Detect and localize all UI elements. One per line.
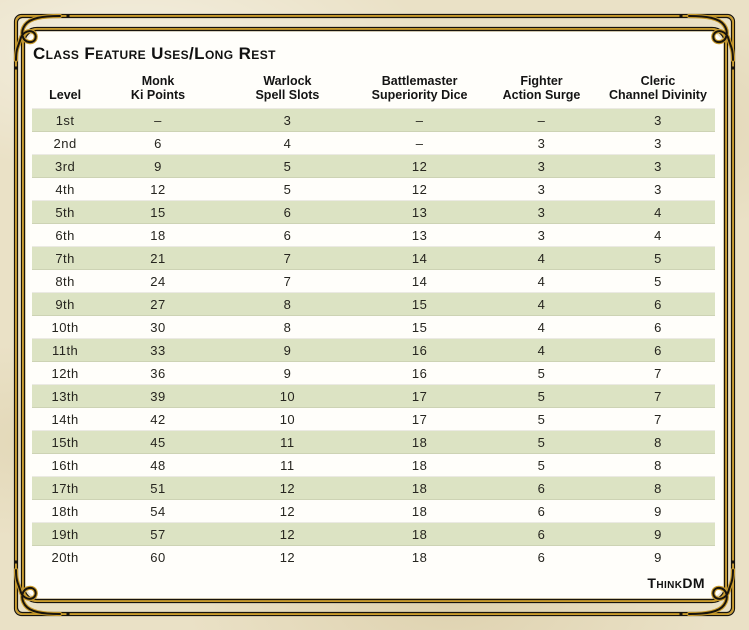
cell-value: 3 bbox=[283, 112, 292, 128]
cell-level: 20th bbox=[51, 549, 79, 565]
cell-value: 33 bbox=[150, 342, 166, 358]
cell-value: 9 bbox=[283, 365, 292, 381]
cell-value: 8 bbox=[654, 457, 662, 473]
cell-value: 5 bbox=[654, 250, 662, 266]
cell-value: 4 bbox=[537, 342, 546, 358]
cell-level: 8th bbox=[55, 273, 75, 289]
cell-value: 18 bbox=[411, 503, 428, 519]
cell-value: 4 bbox=[283, 135, 292, 151]
col-header-line2: Ki Points bbox=[130, 88, 186, 102]
cell-level: 13th bbox=[51, 388, 79, 404]
cell-value: 10 bbox=[279, 411, 296, 427]
cell-value: 6 bbox=[654, 319, 662, 335]
cell-value: 3 bbox=[654, 112, 662, 128]
cell-value: 6 bbox=[283, 227, 292, 243]
col-header-line1: Battlemaster bbox=[381, 74, 458, 88]
cell-value: 21 bbox=[150, 250, 166, 266]
cell-value: 18 bbox=[411, 434, 428, 450]
cell-value: 15 bbox=[411, 319, 428, 335]
cell-value: 3 bbox=[537, 158, 546, 174]
table-row bbox=[32, 339, 715, 362]
cell-level: 12th bbox=[51, 365, 79, 381]
table-row bbox=[32, 224, 715, 247]
cell-value: 11 bbox=[280, 434, 295, 450]
cell-value: 12 bbox=[279, 549, 296, 565]
cell-value: – bbox=[154, 112, 162, 128]
cell-value: 9 bbox=[154, 158, 162, 174]
col-header-level bbox=[32, 68, 98, 109]
cell-value: 9 bbox=[654, 549, 662, 565]
cell-value: 6 bbox=[537, 503, 546, 519]
cell-value: 7 bbox=[283, 273, 292, 289]
cell-value: 14 bbox=[411, 273, 428, 289]
cell-value: 6 bbox=[654, 296, 662, 312]
cell-level: 18th bbox=[51, 503, 79, 519]
cell-value: 8 bbox=[283, 296, 292, 312]
col-header-line1: Monk bbox=[141, 74, 175, 88]
cell-value: 4 bbox=[654, 204, 662, 220]
cell-value: 12 bbox=[279, 480, 296, 496]
table-header bbox=[32, 68, 715, 109]
col-header-cleric-channel-divinity bbox=[601, 68, 715, 109]
cell-value: 7 bbox=[283, 250, 292, 266]
cell-value: 6 bbox=[654, 342, 662, 358]
cell-value: 18 bbox=[150, 227, 166, 243]
cell-value: 17 bbox=[411, 388, 428, 404]
cell-value: 5 bbox=[537, 457, 546, 473]
table-row bbox=[32, 155, 715, 178]
cell-value: 13 bbox=[411, 227, 428, 243]
cell-value: 36 bbox=[150, 365, 166, 381]
cell-value: 57 bbox=[150, 526, 166, 542]
cell-value: 7 bbox=[654, 411, 662, 427]
cell-value: 12 bbox=[279, 526, 296, 542]
table-row bbox=[32, 408, 715, 431]
cell-value: 9 bbox=[654, 503, 662, 519]
table-row bbox=[32, 385, 715, 408]
cell-level: 15th bbox=[51, 434, 79, 450]
cell-level: 5th bbox=[55, 204, 75, 220]
table-row bbox=[32, 523, 715, 546]
cell-value: 18 bbox=[411, 480, 428, 496]
cell-level: 1st bbox=[55, 112, 75, 128]
cell-level: 14th bbox=[51, 411, 79, 427]
cell-value: 42 bbox=[150, 411, 166, 427]
cell-level: 3rd bbox=[54, 158, 76, 174]
cell-value: – bbox=[415, 135, 424, 151]
table-row bbox=[32, 201, 715, 224]
cell-value: 30 bbox=[150, 319, 166, 335]
cell-value: 45 bbox=[150, 434, 166, 450]
cell-value: 24 bbox=[150, 273, 166, 289]
cell-value: 16 bbox=[411, 365, 428, 381]
cell-value: 27 bbox=[150, 296, 166, 312]
col-header-battlemaster-superiority-dice bbox=[357, 68, 482, 109]
cell-value: 12 bbox=[411, 181, 428, 197]
cell-value: 3 bbox=[537, 181, 546, 197]
cell-value: 18 bbox=[411, 526, 428, 542]
cell-value: 5 bbox=[537, 411, 546, 427]
cell-value: 54 bbox=[150, 503, 166, 519]
cell-value: 11 bbox=[280, 457, 295, 473]
cell-value: 15 bbox=[150, 204, 166, 220]
cell-value: 13 bbox=[411, 204, 428, 220]
cell-value: 8 bbox=[654, 480, 662, 496]
cell-value: 3 bbox=[654, 135, 662, 151]
cell-value: 14 bbox=[411, 250, 428, 266]
cell-level: 2nd bbox=[53, 135, 77, 151]
col-header-line2: Superiority Dice bbox=[371, 88, 468, 102]
cell-value: 12 bbox=[411, 158, 428, 174]
cell-value: 4 bbox=[537, 250, 546, 266]
cell-level: 4th bbox=[55, 181, 75, 197]
cell-value: 12 bbox=[150, 181, 166, 197]
cell-value: 3 bbox=[537, 204, 546, 220]
cell-value: 3 bbox=[537, 135, 546, 151]
table-body bbox=[32, 109, 715, 569]
cell-value: 39 bbox=[150, 388, 166, 404]
table-row bbox=[32, 293, 715, 316]
col-header-line2: Channel Divinity bbox=[608, 88, 707, 102]
cell-value: 7 bbox=[654, 388, 662, 404]
cell-level: 6th bbox=[55, 227, 75, 243]
table-row bbox=[32, 247, 715, 270]
table-row bbox=[32, 500, 715, 523]
cell-level: 19th bbox=[51, 526, 79, 542]
cell-level: 17th bbox=[51, 480, 79, 496]
cell-level: 10th bbox=[51, 319, 79, 335]
cell-value: 8 bbox=[654, 434, 662, 450]
table-row bbox=[32, 316, 715, 339]
cell-value: 4 bbox=[537, 296, 546, 312]
table-row bbox=[32, 362, 715, 385]
cell-level: 7th bbox=[55, 250, 75, 266]
cell-value: 4 bbox=[537, 319, 546, 335]
cell-value: 5 bbox=[537, 365, 546, 381]
cell-value: 6 bbox=[283, 204, 292, 220]
table-row bbox=[32, 109, 715, 132]
cell-value: 6 bbox=[537, 480, 546, 496]
class-feature-table bbox=[32, 68, 715, 568]
table-row bbox=[32, 431, 715, 454]
table-row bbox=[32, 132, 715, 155]
cell-value: 7 bbox=[654, 365, 662, 381]
cell-value: 18 bbox=[411, 549, 428, 565]
col-header-line1: Fighter bbox=[520, 74, 563, 88]
table-row bbox=[32, 477, 715, 500]
cell-value: 9 bbox=[654, 526, 662, 542]
cell-value: 5 bbox=[283, 158, 292, 174]
cell-value: 15 bbox=[411, 296, 428, 312]
cell-level: 16th bbox=[51, 457, 79, 473]
cell-value: 5 bbox=[537, 434, 546, 450]
cell-value: 3 bbox=[654, 158, 662, 174]
cell-value: 5 bbox=[283, 181, 292, 197]
col-header-fighter-action-surge bbox=[482, 68, 601, 109]
cell-value: 6 bbox=[537, 549, 546, 565]
cell-value: 4 bbox=[537, 273, 546, 289]
table-row bbox=[32, 270, 715, 293]
page-title: Class Feature Uses/Long Rest bbox=[33, 44, 276, 63]
cell-level: 9th bbox=[55, 296, 75, 312]
cell-value: 3 bbox=[654, 181, 662, 197]
cell-value: 6 bbox=[537, 526, 546, 542]
col-header-warlock-spell-slots bbox=[218, 68, 357, 109]
cell-value: 17 bbox=[411, 411, 428, 427]
cell-value: 5 bbox=[537, 388, 546, 404]
col-header-line2: Spell Slots bbox=[255, 88, 320, 102]
col-header-line1: Warlock bbox=[263, 74, 312, 88]
page-content bbox=[32, 44, 715, 591]
col-header-line2: Action Surge bbox=[502, 88, 581, 102]
col-header-line2: Level bbox=[49, 88, 82, 102]
cell-value: 4 bbox=[654, 227, 662, 243]
cell-value: 51 bbox=[150, 480, 166, 496]
cell-level: 11th bbox=[51, 342, 79, 358]
cell-value: 6 bbox=[154, 135, 162, 151]
cell-value: – bbox=[537, 112, 546, 128]
cell-value: 12 bbox=[279, 503, 296, 519]
cell-value: 9 bbox=[283, 342, 292, 358]
cell-value: 5 bbox=[654, 273, 662, 289]
cell-value: – bbox=[415, 112, 424, 128]
cell-value: 18 bbox=[411, 457, 428, 473]
cell-value: 48 bbox=[150, 457, 166, 473]
col-header-line1: Cleric bbox=[640, 74, 676, 88]
table-row bbox=[32, 178, 715, 201]
table-row bbox=[32, 454, 715, 477]
cell-value: 16 bbox=[411, 342, 428, 358]
table-row bbox=[32, 546, 715, 569]
cell-value: 60 bbox=[150, 549, 166, 565]
cell-value: 10 bbox=[279, 388, 296, 404]
cell-value: 3 bbox=[537, 227, 546, 243]
credit: ThinkDM bbox=[647, 575, 705, 591]
cell-value: 8 bbox=[283, 319, 292, 335]
col-header-monk-ki-points bbox=[98, 68, 218, 109]
